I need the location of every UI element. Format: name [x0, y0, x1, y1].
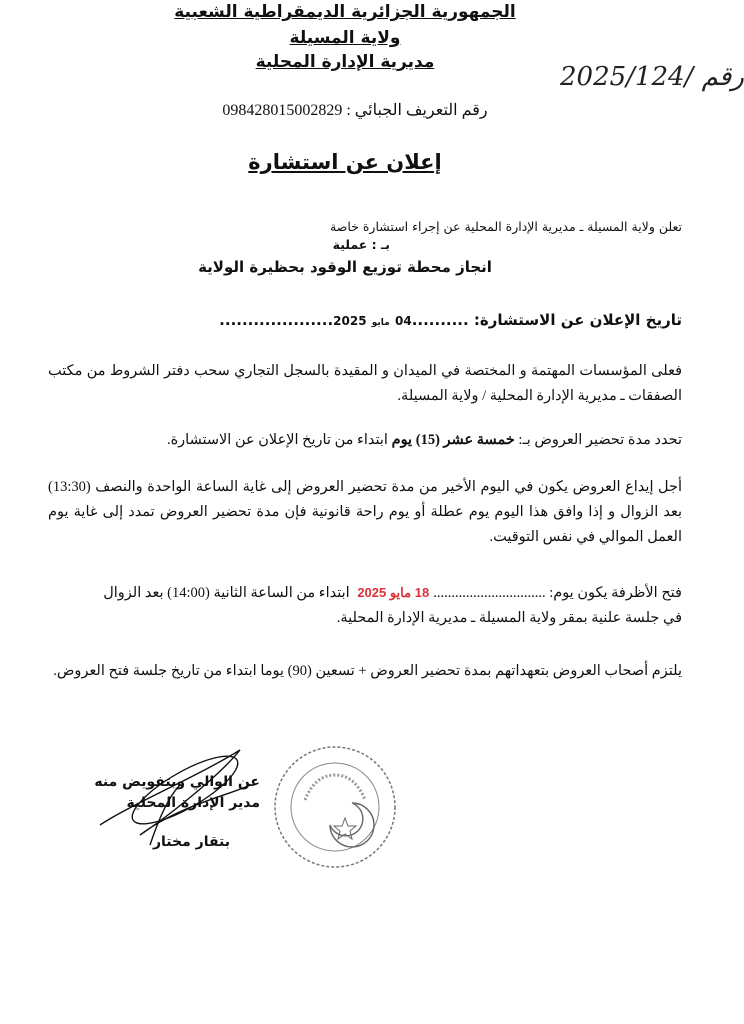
duration-start: تحدد مدة تحضير العروض بـ: — [518, 432, 682, 448]
operation-label: بـ : عملية — [332, 237, 390, 252]
announcement-date-label: تاريخ الإعلان عن الاستشارة: — [473, 311, 682, 329]
header-country: الجمهورية الجزائرية الديمقراطية الشعبية — [174, 2, 516, 22]
header-province: ولاية المسيلة — [289, 28, 401, 48]
stamp-year: 2025 — [333, 314, 367, 328]
dots: ............................... — [433, 585, 546, 601]
signature-title: مدير الإدارة المحلية — [126, 795, 260, 811]
opening-date-stamp: 18 مايو 2025 — [357, 585, 430, 600]
project-title: انجاز محطة توزيع الوقود بحظيرة الولاية — [198, 258, 492, 276]
duration-end: ابتداء من تاريخ الإعلان عن الاستشارة. — [166, 432, 388, 448]
page-title: إعلان عن استشارة — [248, 150, 442, 174]
dots: .......... — [411, 311, 469, 329]
announcement-date — [150, 311, 682, 329]
opening-time: ابتداء من الساعة الثانية (14:00) بعد الزوال — [103, 585, 350, 601]
header-directorate: مديرية الإدارة المحلية — [255, 52, 435, 72]
intro-line: تعلن ولاية المسيلة ـ مديرية الإدارة المحلية عن إجراء استشارة خاصة — [330, 219, 682, 234]
duration-value: خمسة عشر (15) يوم — [391, 432, 515, 448]
tax-id-value: 098428015002829 — [222, 102, 343, 119]
paragraph-specifications: فعلى المؤسسات المهتمة و المختصة في الميدان و المقيدة بالسجل التجاري سحب دفتر الشروط من مكتب الصفقات ـ مديرية الإدارة المحلية / ولاية المسيلة. — [48, 363, 682, 404]
paragraph-deadline: أجل إيداع العروض يكون في اليوم الأخير من مدة تحضير العروض إلى غاية الساعة الواحدة والنصف (13:30) بعد الزوال و إذا وافق هذا اليوم يوم عطلة أو يوم راحة قانونية فإن مدة تحضير العروض تمدد إلى غاية يوم العمل الموالي في نفس التوقيت. — [48, 479, 682, 545]
signature-delegation: عن الوالي وبتفويض منه — [94, 774, 260, 790]
paragraph-opening — [48, 580, 682, 631]
reference-number — [560, 62, 744, 92]
tax-id-label: رقم التعريف الجبائي : — [346, 102, 488, 119]
reference-label: رقم — [701, 62, 744, 92]
paragraph-duration — [48, 428, 682, 453]
stamp-day: 04 — [395, 314, 412, 328]
body-paragraphs — [48, 359, 682, 684]
stamp-month: مايو — [371, 318, 390, 328]
reference-value: 2025/124/ — [560, 62, 694, 92]
dots: .................... — [219, 311, 334, 329]
handwritten-signature — [90, 745, 260, 855]
opening-label: فتح الأظرفة يكون يوم: — [549, 585, 682, 601]
signature-name: بتقار مختار — [152, 834, 230, 850]
opening-location: في جلسة علنية بمقر ولاية المسيلة ـ مديرية الإدارة المحلية. — [336, 610, 682, 626]
official-seal — [270, 740, 400, 875]
paragraph-commitment: يلتزم أصحاب العروض بتعهداتهم بمدة تحضير العروض + تسعين (90) يوما ابتداء من تاريخ جلسة فتح العروض. — [53, 663, 682, 679]
tax-id — [0, 100, 710, 120]
